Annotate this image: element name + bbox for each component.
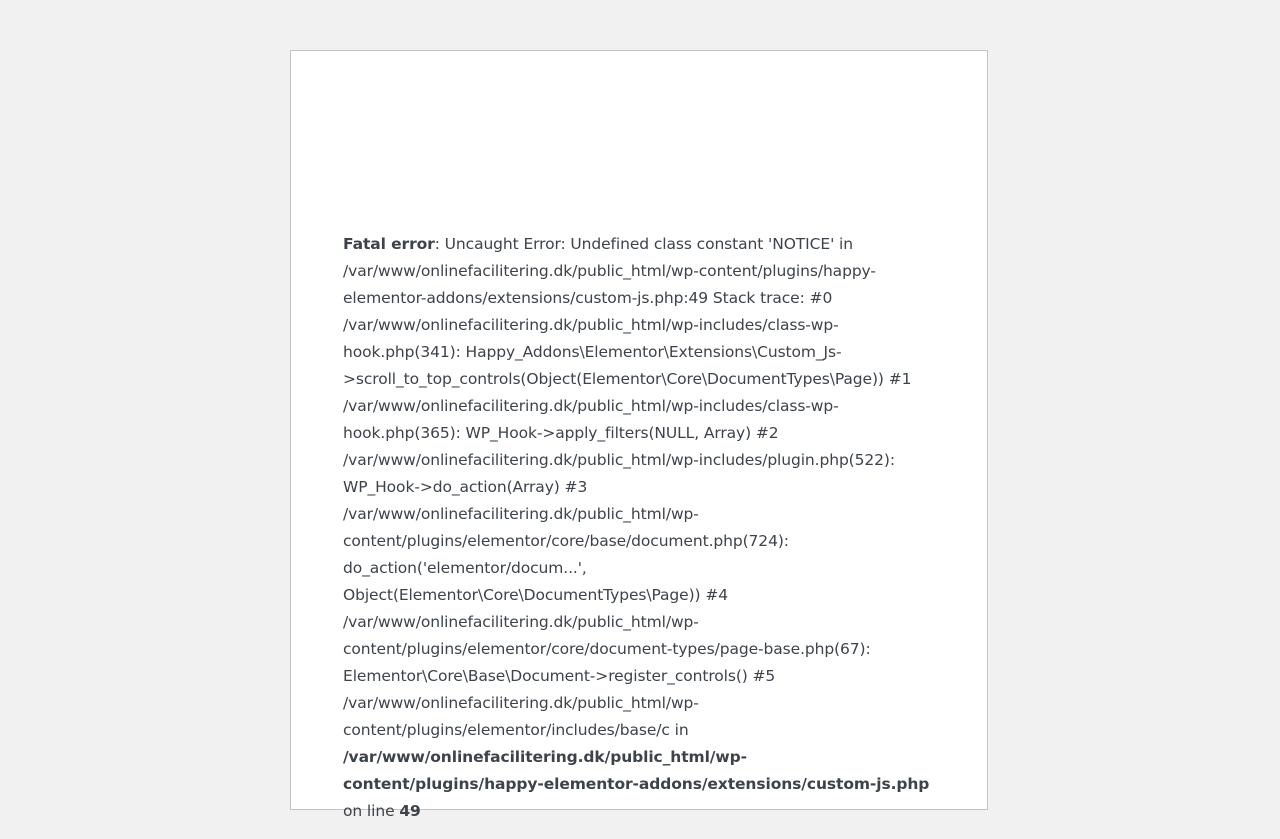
error-file-path: /var/www/onlinefacilitering.dk/public_html/wp-content/plugins/happy-elementor-addons/extensions/custom-js.php xyxy=(343,748,930,793)
on-line-text: on line xyxy=(343,802,400,820)
error-message xyxy=(343,231,943,839)
fatal-error-paragraph xyxy=(343,231,943,825)
error-message-text: Uncaught Error: Undefined class constant 'NOTICE' in /var/www/onlinefacilitering.dk/public_html/wp-content/plugins/happy-elementor-addons/extensions/custom-js.php:49 Stack trace: #0 /var/www/onlinefacilitering.dk/public_html/wp-includes/class-wp-hook.php(341): Happy_Addons\Elementor\Extensions\Custom_Js->scroll_to_top_controls(Object(Elementor\Core\DocumentTypes\Page)) #1 /var/www/onlinefacilitering.dk/public_html/wp-includes/class-wp-hook.php(365): WP_Hook->apply_filters(NULL, Array) #2 /var/www/onlinefacilitering.dk/public_html/wp-includes/plugin.php(522): WP_Hook->do_action(Array) #3 /var/www/onlinefacilitering.dk/public_html/wp-content/plugins/elementor/core/base/document.php(724): do_action('elementor/docum...', Object(Elementor\Core\DocumentTypes\Page)) #4 /var/www/onlinefacilitering.dk/public_html/wp-content/plugins/elementor/core/document-types/page-base.php(67): Elementor\Core\Base\Document->register_controls() #5 /var/www/onlinefacilitering.dk/public_html/wp-content/plugins/elementor/includes/base/c in xyxy=(343,235,912,739)
error-separator: : xyxy=(434,235,445,253)
error-card xyxy=(290,50,988,820)
error-line-number: 49 xyxy=(399,802,421,820)
error-label: Fatal error xyxy=(343,235,435,253)
